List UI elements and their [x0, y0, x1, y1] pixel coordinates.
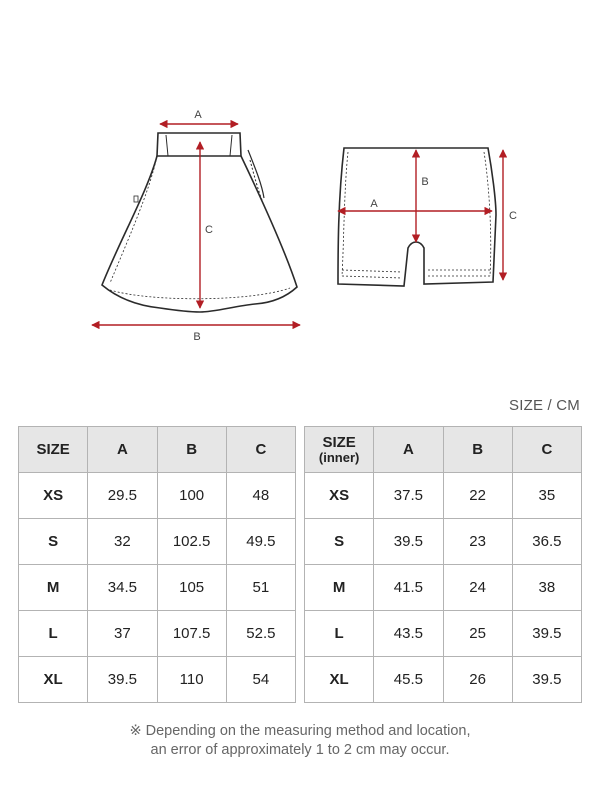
header-cell: C [226, 427, 295, 473]
table-cell: 35 [512, 473, 581, 519]
size-cell: XS [19, 473, 88, 519]
header-cell: SIZE [19, 427, 88, 473]
shorts-label-a: A [370, 198, 378, 210]
table-cell: 37.5 [374, 473, 443, 519]
table-row [305, 519, 582, 565]
size-cell: L [19, 611, 88, 657]
header-size-label: SIZE [322, 433, 356, 451]
measurement-diagram [0, 0, 600, 370]
header-cell: B [443, 427, 512, 473]
table-row [305, 473, 582, 519]
size-cell: M [305, 565, 374, 611]
unit-label: SIZE / CM [509, 397, 580, 414]
header-cell: C [512, 427, 581, 473]
header-cell: A [88, 427, 157, 473]
skirt-label-b: B [193, 331, 201, 343]
skirt-label-a: A [194, 109, 202, 121]
table-cell: 43.5 [374, 611, 443, 657]
table-row [305, 611, 582, 657]
size-cell: L [305, 611, 374, 657]
table-cell: 29.5 [88, 473, 157, 519]
table-cell: 102.5 [157, 519, 226, 565]
table-header-row [305, 427, 582, 473]
header-cell: A [374, 427, 443, 473]
table-cell: 22 [443, 473, 512, 519]
table-row [19, 657, 296, 703]
table-row [305, 657, 582, 703]
shorts-size-table [304, 426, 582, 703]
table-cell: 38 [512, 565, 581, 611]
table-cell: 36.5 [512, 519, 581, 565]
table-cell: 25 [443, 611, 512, 657]
skirt-label-c: C [205, 224, 213, 236]
table-cell: 48 [226, 473, 295, 519]
size-cell: S [19, 519, 88, 565]
table-cell: 110 [157, 657, 226, 703]
table-row [305, 565, 582, 611]
shorts-label-c: C [509, 210, 517, 222]
table-cell: 34.5 [88, 565, 157, 611]
table-row [19, 519, 296, 565]
table-cell: 100 [157, 473, 226, 519]
measurement-note [0, 722, 600, 760]
table-row [19, 473, 296, 519]
table-cell: 26 [443, 657, 512, 703]
table-header-row [19, 427, 296, 473]
skirt-size-table [18, 426, 296, 703]
table-row [19, 611, 296, 657]
note-line-1: ※ Depending on the measuring method and location, [129, 723, 471, 739]
table-cell: 32 [88, 519, 157, 565]
table-cell: 54 [226, 657, 295, 703]
table-cell: 39.5 [512, 611, 581, 657]
header-size-sub-label: (inner) [318, 449, 360, 465]
table-cell: 45.5 [374, 657, 443, 703]
table-cell: 39.5 [374, 519, 443, 565]
header-cell-size-inner [305, 427, 374, 473]
table-cell: 107.5 [157, 611, 226, 657]
table-cell: 23 [443, 519, 512, 565]
header-cell: B [157, 427, 226, 473]
table-cell: 52.5 [226, 611, 295, 657]
note-line-2: an error of approximately 1 to 2 cm may occur. [150, 742, 450, 758]
table-cell: 105 [157, 565, 226, 611]
shorts-illustration [338, 148, 496, 286]
size-cell: M [19, 565, 88, 611]
table-row [19, 565, 296, 611]
table-cell: 51 [226, 565, 295, 611]
size-cell: S [305, 519, 374, 565]
size-cell: XS [305, 473, 374, 519]
table-cell: 49.5 [226, 519, 295, 565]
table-cell: 24 [443, 565, 512, 611]
table-cell: 39.5 [88, 657, 157, 703]
size-cell: XL [19, 657, 88, 703]
shorts-label-b: B [421, 176, 429, 188]
size-cell: XL [305, 657, 374, 703]
table-cell: 41.5 [374, 565, 443, 611]
table-cell: 37 [88, 611, 157, 657]
table-cell: 39.5 [512, 657, 581, 703]
